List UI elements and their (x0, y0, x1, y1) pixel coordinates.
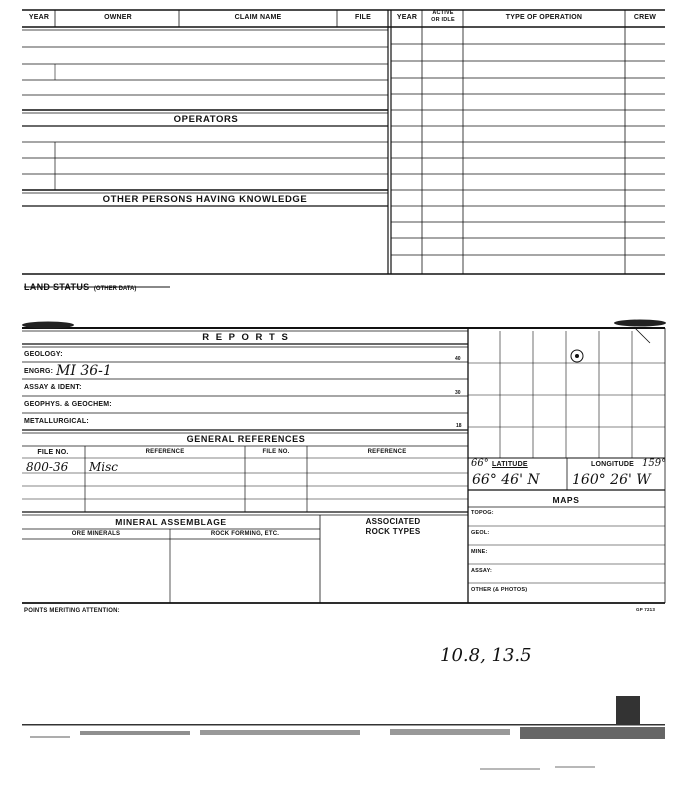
land-status (24, 277, 136, 295)
geology-number: 40 (455, 356, 461, 362)
maps-other-label: OTHER (& PHOTOS) (471, 587, 528, 593)
ref-header-reference-1: REFERENCE (145, 449, 185, 455)
header-year: YEAR (28, 14, 50, 21)
ref-entry-file-no: 800-36 (26, 460, 69, 474)
other-persons-heading: OTHER PERSONS HAVING KNOWLEDGE (102, 194, 308, 205)
ref-entry-reference: Misc (89, 460, 119, 474)
land-status-label: LAND STATUS (24, 282, 90, 292)
latitude-value: 66° 46' N (472, 472, 540, 488)
land-status-note: (OTHER DATA) (93, 286, 137, 292)
assay-ident-label: ASSAY & IDENT: (24, 384, 82, 391)
points-meriting-attention-label: POINTS MERITING ATTENTION: (24, 608, 120, 614)
associated-label: ASSOCIATED (365, 517, 421, 526)
maps-assay-label: ASSAY: (471, 568, 493, 574)
header-crew: CREW (633, 14, 657, 21)
mineral-assemblage-heading: MINERAL ASSEMBLAGE (115, 517, 227, 527)
operators-heading: OPERATORS (173, 114, 239, 125)
geology-label: GEOLOGY: (24, 351, 63, 358)
latitude-label: LATITUDE (492, 461, 528, 468)
longitude-value: 160° 26' W (572, 472, 651, 488)
longitude-suffix: 159° (642, 458, 667, 469)
maps-topog-label: TOPOG: (471, 510, 494, 516)
engrg-label: ENGRG: (24, 368, 54, 375)
geophys-geochem-label: GEOPHYS. & GEOCHEM: (24, 401, 112, 408)
maps-geol-label: GEOL: (471, 530, 490, 536)
maps-mine-label: MINE: (471, 549, 488, 555)
header-claim-name: CLAIM NAME (234, 14, 282, 21)
ref-header-reference-2: REFERENCE (367, 449, 407, 455)
rock-types-label: ROCK TYPES (365, 527, 421, 536)
maps-heading: MAPS (552, 495, 580, 505)
general-references-heading: GENERAL REFERENCES (186, 434, 306, 444)
assay-number: 30 (455, 390, 461, 396)
reports-heading: R E P O R T S (202, 332, 290, 343)
header-file: FILE (355, 14, 371, 21)
header-active: ACTIVE (432, 10, 454, 16)
metallurgical-label: METALLURGICAL: (24, 418, 89, 425)
engrg-value: MI 36-1 (56, 363, 112, 379)
header-type-of-operation: TYPE OF OPERATION (505, 14, 583, 21)
form-number: GP 7213 (636, 607, 656, 612)
longitude-label: LONGITUDE (591, 461, 635, 468)
latitude-prefix: 66° (471, 458, 489, 469)
metallurgical-number: 18 (456, 423, 462, 429)
header-owner: OWNER (104, 14, 132, 21)
ore-minerals-label: ORE MINERALS (71, 531, 121, 537)
rock-forming-label: ROCK FORMING, ETC. (210, 531, 280, 537)
handwritten-note: 10.8, 13.5 (440, 645, 532, 666)
header-or-idle: OR IDLE (431, 17, 455, 23)
header-year-2: YEAR (396, 14, 418, 21)
ref-header-file-no-2: FILE NO. (262, 449, 290, 455)
ref-header-file-no-1: FILE NO. (37, 449, 69, 456)
